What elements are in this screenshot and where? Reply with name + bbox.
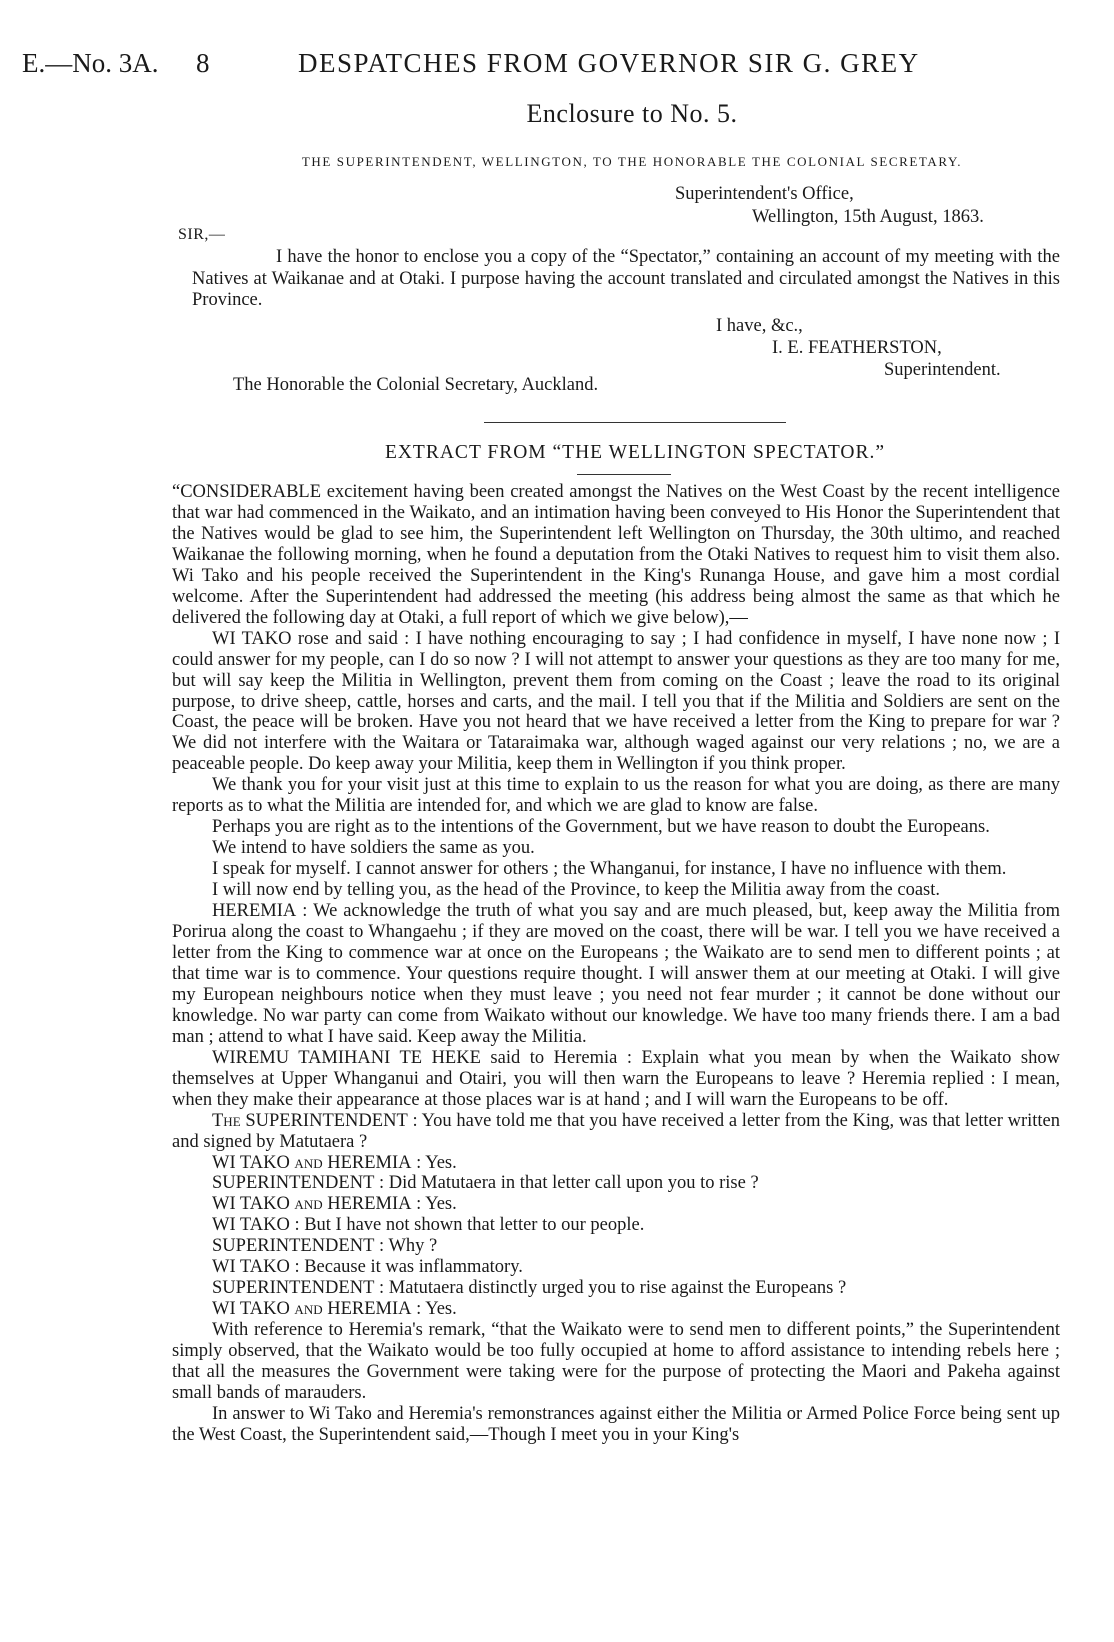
paragraph-text: : Because it was inflammatory. — [289, 1257, 523, 1278]
extract-paragraph — [172, 482, 1060, 629]
paragraph-text: rose and said : I have nothing encouraging to say ; I had confidence in myself, I have none now ; I could answer for my people, can I do so now ? I will not attempt to answer your questions as they are too many for me, but will say keep the Militia in Wellington, prevent them from coming on the Coast ; leave the road to its original purpose, to drive sheep, cattle, horses and carts, and the mail. I tell you that if the Militia and Soldiers are sent on the Coast, the peace will be broken. Have you not heard that we have received a letter from the King to prepare for war ? We did not interfere with the Waitara or Tataraimaka war, although waged against our very relations ; no, we are a peaceable people. Do keep away your Militia, keep them in Wellington if you think proper. — [172, 628, 1060, 775]
paragraph-text: : Yes. — [411, 1152, 457, 1173]
speaker-name: WI TAKO — [212, 1215, 290, 1236]
paragraph-text: In answer to Wi Tako and Heremia's remonstrances against either the Militia or Armed Police Force being sent up the West Coast, the Superintendent said,—Though I meet you in your King's — [172, 1403, 1060, 1445]
extract-paragraph — [172, 1320, 1060, 1404]
extract-body — [172, 482, 1060, 1446]
extract-paragraph — [172, 1236, 1060, 1257]
extract-paragraph — [172, 629, 1060, 776]
letter-body — [192, 247, 1060, 312]
extract-paragraph — [172, 1153, 1060, 1174]
paragraph-text: : You have told me that you have received a letter from the King, was that letter written and signed by Matutaera ? — [172, 1110, 1061, 1152]
extract-paragraph — [172, 817, 1060, 838]
salutation: SIR,— — [178, 226, 226, 243]
paragraph-text: With reference to Heremia's remark, “that the Waikato were to send men to different points,” the Superintendent simply observed, that the Waikato would be too fully occupied at home to afford assistance to intending rebels here ; that all the measures the Government were taking were for the purpose of protecting the Maori and Pakeha against small bands of marauders. — [172, 1320, 1060, 1403]
extract-paragraph — [172, 1111, 1060, 1153]
paragraph-text: I speak for myself. I cannot answer for others ; the Whanganui, for instance, I have no influence with them. — [212, 859, 1007, 880]
paragraph-text: : But I have not shown that letter to our people. — [289, 1215, 645, 1236]
speaker-name: WI TAKO and HEREMIA — [212, 1299, 412, 1320]
paragraph-text: : Yes. — [411, 1194, 457, 1215]
signature-name: I. E. FEATHERSTON, — [772, 338, 942, 358]
title-underline — [577, 474, 671, 475]
enclosure-heading: Enclosure to No. 5. — [526, 99, 738, 128]
extract-paragraph — [172, 1278, 1060, 1299]
signature-block — [716, 315, 1001, 381]
extract-paragraph — [172, 775, 1060, 817]
paragraph-text: : Why ? — [374, 1236, 438, 1257]
letter-address-block — [675, 183, 984, 229]
addressee: The Honorable the Colonial Secretary, Auckland. — [233, 375, 599, 395]
paragraph-text: We intend to have soldiers the same as you. — [212, 838, 535, 859]
section-divider — [484, 422, 786, 423]
speaker-name: SUPERINTENDENT — [212, 1173, 375, 1194]
paragraph-text: : Did Matutaera in that letter call upon you to rise ? — [374, 1173, 759, 1194]
closing-line: I have, &c., — [716, 316, 803, 336]
extract-paragraph — [172, 1404, 1060, 1446]
speaker-name: The SUPERINTENDENT — [212, 1110, 408, 1131]
signature-title: Superintendent. — [884, 360, 1001, 380]
extract-paragraph — [172, 901, 1060, 1048]
speaker-name: SUPERINTENDENT — [212, 1236, 375, 1257]
extract-paragraph — [172, 1173, 1060, 1194]
extract-paragraph — [172, 1257, 1060, 1278]
extract-paragraph — [172, 1048, 1060, 1111]
running-header — [22, 44, 1092, 84]
speaker-name: WI TAKO and HEREMIA — [212, 1152, 412, 1173]
place-date-line: Wellington, 15th August, 1863. — [752, 207, 984, 227]
extract-title: EXTRACT FROM “THE WELLINGTON SPECTATOR.” — [384, 442, 886, 463]
letter-paragraph: I have the honor to enclose you a copy of the “Spectator,” containing an account of my meeting with the Natives at Waikanae and at Otaki. I purpose having the account translated and circulated amongst the Natives in this Province. — [192, 247, 1060, 310]
paragraph-text: said to Heremia : Explain what you mean by when the Waikato show themselves at Upper Whanganui and Otairi, you will then warn the Europeans to leave ? Heremia replied : I mean, when they make their appearance at those places war is at hand ; and I will warn the Europeans to be off. — [172, 1047, 1060, 1110]
page-number: 8 — [196, 48, 210, 78]
speaker-name: WI TAKO — [212, 1257, 290, 1278]
speaker-name: HEREMIA — [212, 901, 297, 922]
speaker-name: “CONSIDERABLE — [172, 482, 322, 502]
extract-paragraph — [172, 1215, 1060, 1236]
extract-paragraph — [172, 859, 1060, 880]
paragraph-text: : Matutaera distinctly urged you to rise against the Europeans ? — [374, 1278, 847, 1299]
extract-paragraph — [172, 880, 1060, 901]
paragraph-text: I will now end by telling you, as the head of the Province, to keep the Militia away from the coast. — [212, 880, 940, 901]
speaker-name: SUPERINTENDENT — [212, 1278, 375, 1299]
office-line: Superintendent's Office, — [675, 184, 854, 204]
memo-heading: THE SUPERINTENDENT, WELLINGTON, TO THE HONORABLE THE COLONIAL SECRETARY. — [301, 154, 963, 169]
speaker-name: WIREMU TAMIHANI TE HEKE — [212, 1047, 481, 1068]
paragraph-text: : We acknowledge the truth of what you say and are much pleased, but, keep away the Militia from Porirua along the coast to Whangaehu ; if they are moved on the coast, there will be war. I tell you we have received a letter from the King to commence war at once on the Europeans ; the Waikato are to send men to different points ; at that time war is to commence. Your questions require thought. I will answer them at our meeting at Otaki. I will give my European neighbours notice when they must leave ; you need not fear murder ; it cannot be done without our knowledge. No war party can come from Waikato without our knowledge. We have too many friends there. I am a bad man ; attend to what I have said. Keep away the Militia. — [172, 901, 1060, 1047]
extract-paragraph — [172, 838, 1060, 859]
speaker-name: WI TAKO — [212, 628, 292, 649]
extract-paragraph — [172, 1194, 1060, 1215]
paragraph-text: : Yes. — [411, 1299, 457, 1320]
paragraph-text: Perhaps you are right as to the intentions of the Government, but we have reason to doubt the Europeans. — [212, 817, 990, 838]
speaker-name: WI TAKO and HEREMIA — [212, 1194, 412, 1215]
paragraph-text: excitement having been created amongst the Natives on the West Coast by the recent intelligence that war had commenced in the Waikato, and an intimation having been conveyed to His Honor the Superintendent that the Natives would be glad to see him, the Superintendent left Wellington on Thursday, the 30th ultimo, and reached Waikanae the following morning, when he found a deputation from the Otaki Natives to request him to visit them also. Wi Tako and his people received the Superintendent in the King's Runanga House, and gave him a most cordial welcome. After the Superintendent had addressed the meeting (his address being almost the same as that which he delivered the following day at Otaki, a full report of which we give below),— — [172, 482, 1060, 628]
running-title: DESPATCHES FROM GOVERNOR SIR G. GREY — [298, 48, 920, 78]
extract-paragraph — [172, 1299, 1060, 1320]
document-reference: E.—No. 3A. — [22, 48, 159, 78]
paragraph-text: We thank you for your visit just at this time to explain to us the reason for what you are doing, as there are many reports as to what the Militia are intended for, and which we are glad to know are false. — [172, 775, 1060, 817]
